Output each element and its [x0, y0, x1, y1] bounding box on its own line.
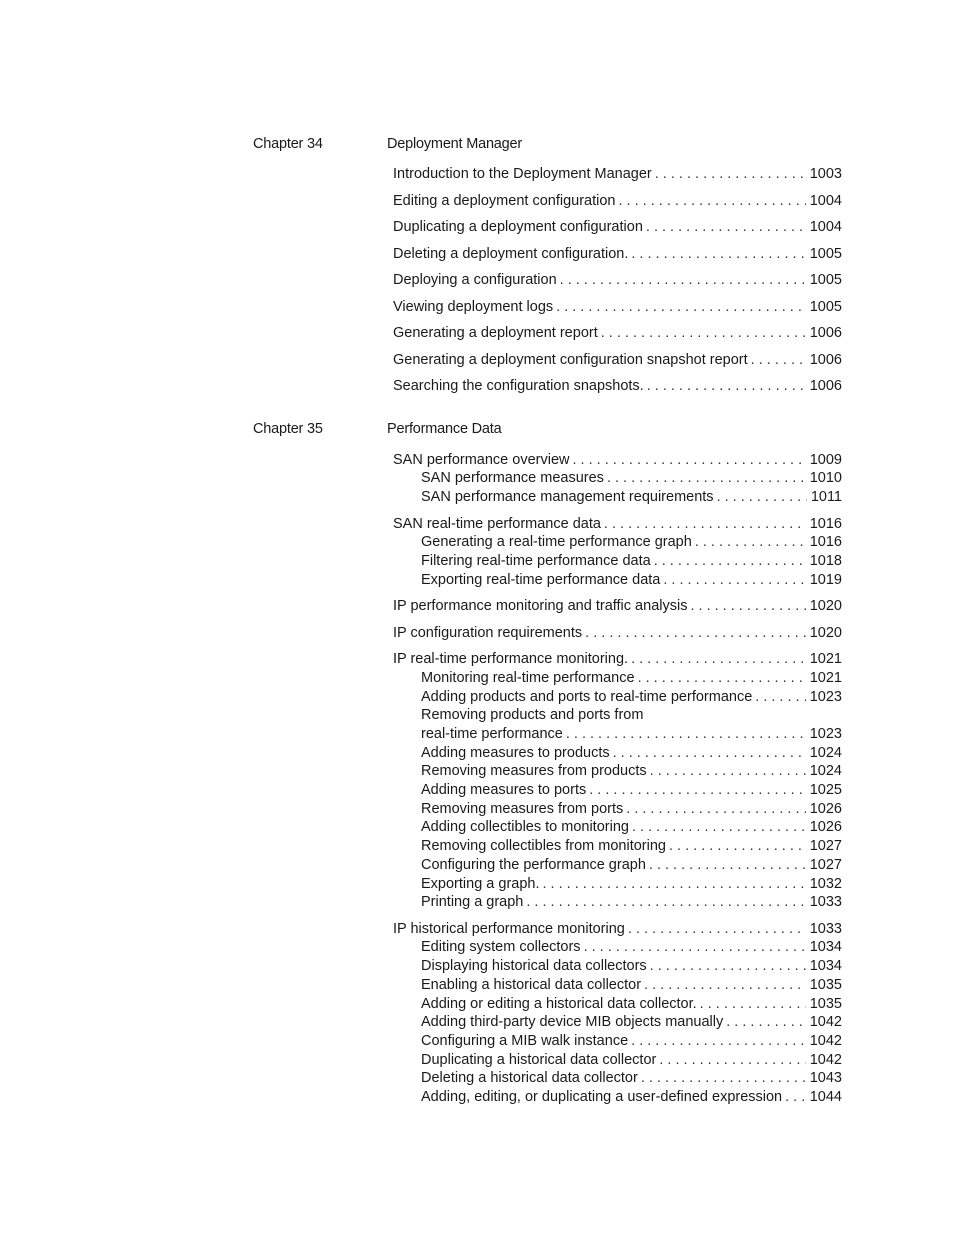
toc-entry[interactable]	[393, 324, 842, 343]
toc-entry-page: 1034	[809, 939, 842, 955]
toc-entry-title: SAN real-time performance data	[393, 516, 601, 532]
toc-entry-title: SAN performance overview	[393, 452, 570, 468]
toc-subentry[interactable]	[421, 552, 842, 571]
toc-entry-page: 1025	[809, 782, 842, 798]
dot-leader	[644, 976, 806, 995]
toc-entry-page: 1033	[809, 894, 842, 910]
toc-entry[interactable]	[393, 624, 842, 643]
toc-entry-page: 1027	[809, 838, 842, 854]
chapter-title: Deployment Manager	[387, 136, 523, 152]
toc-entry-title: SAN performance management requirements	[421, 489, 714, 505]
toc-entry-page: 1026	[809, 801, 842, 817]
toc-subentry[interactable]	[421, 688, 842, 707]
toc-entry-title: Introduction to the Deployment Manager	[393, 166, 652, 182]
toc-entry-title: Searching the configuration snapshots.	[393, 378, 644, 394]
dot-leader	[618, 192, 805, 211]
toc-entry-page: 1006	[809, 378, 842, 394]
toc-entry-page: 1018	[809, 553, 842, 569]
toc-subentry[interactable]	[421, 893, 842, 912]
toc-subentry[interactable]	[421, 976, 842, 995]
toc-entry-title: Adding third-party device MIB objects manually	[421, 1014, 724, 1030]
toc-entry-page: 1035	[809, 977, 842, 993]
dot-leader	[649, 856, 806, 875]
toc-entry-page: 1016	[809, 534, 842, 550]
toc-subentry[interactable]	[421, 533, 842, 552]
chapter-number: Chapter 35	[253, 421, 323, 437]
toc-entry-title: Duplicating a historical data collector	[421, 1052, 657, 1068]
toc-entry[interactable]	[393, 650, 842, 669]
toc-entry-title: Generating a deployment configuration snapshot report	[393, 352, 748, 368]
toc-subentry[interactable]	[421, 1032, 842, 1051]
dot-leader	[628, 920, 806, 939]
dot-leader	[556, 298, 806, 317]
toc-subentry[interactable]	[421, 762, 842, 781]
toc-entry-title: IP performance monitoring and traffic analysis	[393, 598, 688, 614]
toc-entry-title: IP configuration requirements	[393, 625, 583, 641]
toc-entry-title: Deploying a configuration	[393, 272, 557, 288]
toc-entry[interactable]	[393, 597, 842, 616]
toc-entry-title: Removing collectibles from monitoring	[421, 838, 666, 854]
toc-entry[interactable]	[393, 451, 842, 470]
toc-entry-title: Duplicating a deployment configuration	[393, 219, 643, 235]
dot-leader	[690, 597, 805, 616]
toc-entry[interactable]	[393, 218, 842, 237]
toc-subentry[interactable]	[421, 744, 842, 763]
dot-leader	[573, 451, 806, 470]
toc-subentry-continued[interactable]	[421, 706, 842, 725]
dot-leader	[646, 218, 806, 237]
toc-subentry[interactable]	[421, 800, 842, 819]
toc-entry-page: 1026	[809, 819, 842, 835]
toc-entry-page: 1019	[809, 572, 842, 588]
toc-entry-title: real-time performance	[421, 726, 563, 742]
toc-subentry[interactable]	[421, 571, 842, 590]
toc-entry-title: Editing a deployment configuration	[393, 193, 616, 209]
dot-leader	[647, 377, 806, 396]
toc-subentry[interactable]	[421, 488, 842, 507]
toc-entry-title: Enabling a historical data collector	[421, 977, 642, 993]
toc-entry-page: 1027	[809, 857, 842, 873]
toc-entry-page: 1034	[809, 958, 842, 974]
toc-entry-title: Removing products and ports from	[421, 707, 644, 723]
dot-leader	[604, 515, 806, 534]
chapter-title: Performance Data	[387, 421, 502, 437]
toc-entry-page: 1006	[809, 325, 842, 341]
dot-leader	[751, 351, 806, 370]
toc-entry-title: Removing measures from ports	[421, 801, 624, 817]
toc-entry-title: Adding, editing, or duplicating a user-defined expression	[421, 1089, 783, 1105]
dot-leader	[607, 469, 806, 488]
dot-leader	[669, 837, 806, 856]
toc-entry-title: Deleting a deployment configuration.	[393, 246, 629, 262]
toc-entry-title: Adding measures to products	[421, 745, 610, 761]
toc-entry-title: Exporting real-time performance data	[421, 572, 661, 588]
toc-entry-page: 1010	[809, 470, 842, 486]
chapter-number: Chapter 34	[253, 136, 323, 152]
dot-leader	[613, 744, 806, 763]
toc-entry-page: 1042	[809, 1033, 842, 1049]
toc-entry-title: Editing system collectors	[421, 939, 581, 955]
toc-subentry[interactable]	[421, 1069, 842, 1088]
toc-subentry[interactable]	[421, 669, 842, 688]
toc-entry-title: IP historical performance monitoring	[393, 921, 625, 937]
toc-entry-page: 1044	[809, 1089, 842, 1105]
toc-entry-page: 1035	[809, 996, 842, 1012]
toc-subentry[interactable]	[421, 818, 842, 837]
dot-leader	[650, 957, 806, 976]
dot-leader	[560, 271, 806, 290]
toc-entry-title: IP real-time performance monitoring.	[393, 651, 629, 667]
dot-leader	[655, 165, 806, 184]
toc-entry-title: SAN performance measures	[421, 470, 604, 486]
toc-entry-page: 1011	[810, 489, 842, 505]
toc-subentry[interactable]	[421, 875, 842, 894]
toc-subentry[interactable]	[421, 469, 842, 488]
toc-entry-page: 1020	[809, 625, 842, 641]
toc-subentry[interactable]	[421, 856, 842, 875]
dot-leader	[755, 688, 805, 707]
toc-entry-page: 1033	[809, 921, 842, 937]
toc-entry-title: Monitoring real-time performance	[421, 670, 635, 686]
toc-entry-page: 1021	[809, 670, 842, 686]
toc-entry-page: 1005	[809, 299, 842, 315]
toc-entry-title: Printing a graph	[421, 894, 524, 910]
toc-subentry[interactable]	[421, 1088, 842, 1107]
dot-leader	[584, 938, 806, 957]
toc-entry-page: 1042	[809, 1014, 842, 1030]
dot-leader	[566, 725, 806, 744]
dot-leader	[589, 781, 806, 800]
toc-entry-page: 1005	[809, 272, 842, 288]
dot-leader	[641, 1069, 806, 1088]
toc-entry-title: Removing measures from products	[421, 763, 647, 779]
toc-entry-page: 1004	[809, 193, 842, 209]
toc-entry[interactable]	[393, 351, 842, 370]
dot-leader	[632, 818, 806, 837]
toc-entry-page: 1009	[809, 452, 842, 468]
dot-leader	[631, 245, 805, 264]
toc-entry-title: Filtering real-time performance data	[421, 553, 651, 569]
toc-subentry[interactable]	[421, 995, 842, 1014]
toc-entry-title: Adding or editing a historical data collector.	[421, 996, 697, 1012]
toc-entry-title: Configuring a MIB walk instance	[421, 1033, 629, 1049]
dot-leader	[631, 1032, 806, 1051]
toc-entry-title: Displaying historical data collectors	[421, 958, 647, 974]
toc-entry-page: 1005	[809, 246, 842, 262]
dot-leader	[654, 552, 806, 571]
toc-entry-title: Generating a deployment report	[393, 325, 598, 341]
toc-entry[interactable]	[393, 192, 842, 211]
toc-entry-title: Viewing deployment logs	[393, 299, 554, 315]
toc-entry-page: 1004	[809, 219, 842, 235]
toc-subentry[interactable]	[421, 1013, 842, 1032]
toc-subentry[interactable]	[421, 938, 842, 957]
toc-entry-page: 1021	[809, 651, 842, 667]
toc-entry-title: Deleting a historical data collector	[421, 1070, 638, 1086]
toc-subentry[interactable]	[421, 725, 842, 744]
dot-leader	[650, 762, 806, 781]
toc-entry-page: 1020	[809, 598, 842, 614]
toc-entry-page: 1023	[809, 689, 842, 705]
toc-entry-page: 1023	[809, 726, 842, 742]
toc-entry-title: Generating a real-time performance graph	[421, 534, 692, 550]
dot-leader	[726, 1013, 806, 1032]
toc-entry-page: 1043	[809, 1070, 842, 1086]
toc-entry-title: Adding products and ports to real-time performance	[421, 689, 753, 705]
toc-entry-title: Configuring the performance graph	[421, 857, 646, 873]
toc-entry[interactable]	[393, 245, 842, 264]
toc-entry-page: 1016	[809, 516, 842, 532]
dot-leader	[717, 488, 807, 507]
dot-leader	[659, 1051, 805, 1070]
toc-entry[interactable]	[393, 165, 842, 184]
toc-entry-page: 1032	[809, 876, 842, 892]
toc-subentry[interactable]	[421, 957, 842, 976]
toc-entry-title: Adding collectibles to monitoring	[421, 819, 629, 835]
dot-leader	[601, 324, 806, 343]
dot-leader	[526, 893, 805, 912]
toc-entry-page: 1042	[809, 1052, 842, 1068]
toc-entry-page: 1024	[809, 745, 842, 761]
dot-leader	[785, 1088, 806, 1107]
toc-subentry[interactable]	[421, 1051, 842, 1070]
toc-entry[interactable]	[393, 515, 842, 534]
toc-entry-title: Exporting a graph.	[421, 876, 540, 892]
toc-entry-page: 1003	[809, 166, 842, 182]
toc-entry-title: Adding measures to ports	[421, 782, 587, 798]
dot-leader	[543, 875, 806, 894]
dot-leader	[638, 669, 806, 688]
toc-subentry[interactable]	[421, 837, 842, 856]
dot-leader	[626, 800, 805, 819]
toc-entry[interactable]	[393, 920, 842, 939]
dot-leader	[695, 533, 806, 552]
toc-entry[interactable]	[393, 271, 842, 290]
dot-leader	[631, 650, 806, 669]
dot-leader	[700, 995, 806, 1014]
toc-entry[interactable]	[393, 377, 842, 396]
toc-entry[interactable]	[393, 298, 842, 317]
dot-leader	[585, 624, 806, 643]
toc-entry-page: 1006	[809, 352, 842, 368]
toc-subentry[interactable]	[421, 781, 842, 800]
dot-leader	[663, 571, 805, 590]
toc-entry-page: 1024	[809, 763, 842, 779]
